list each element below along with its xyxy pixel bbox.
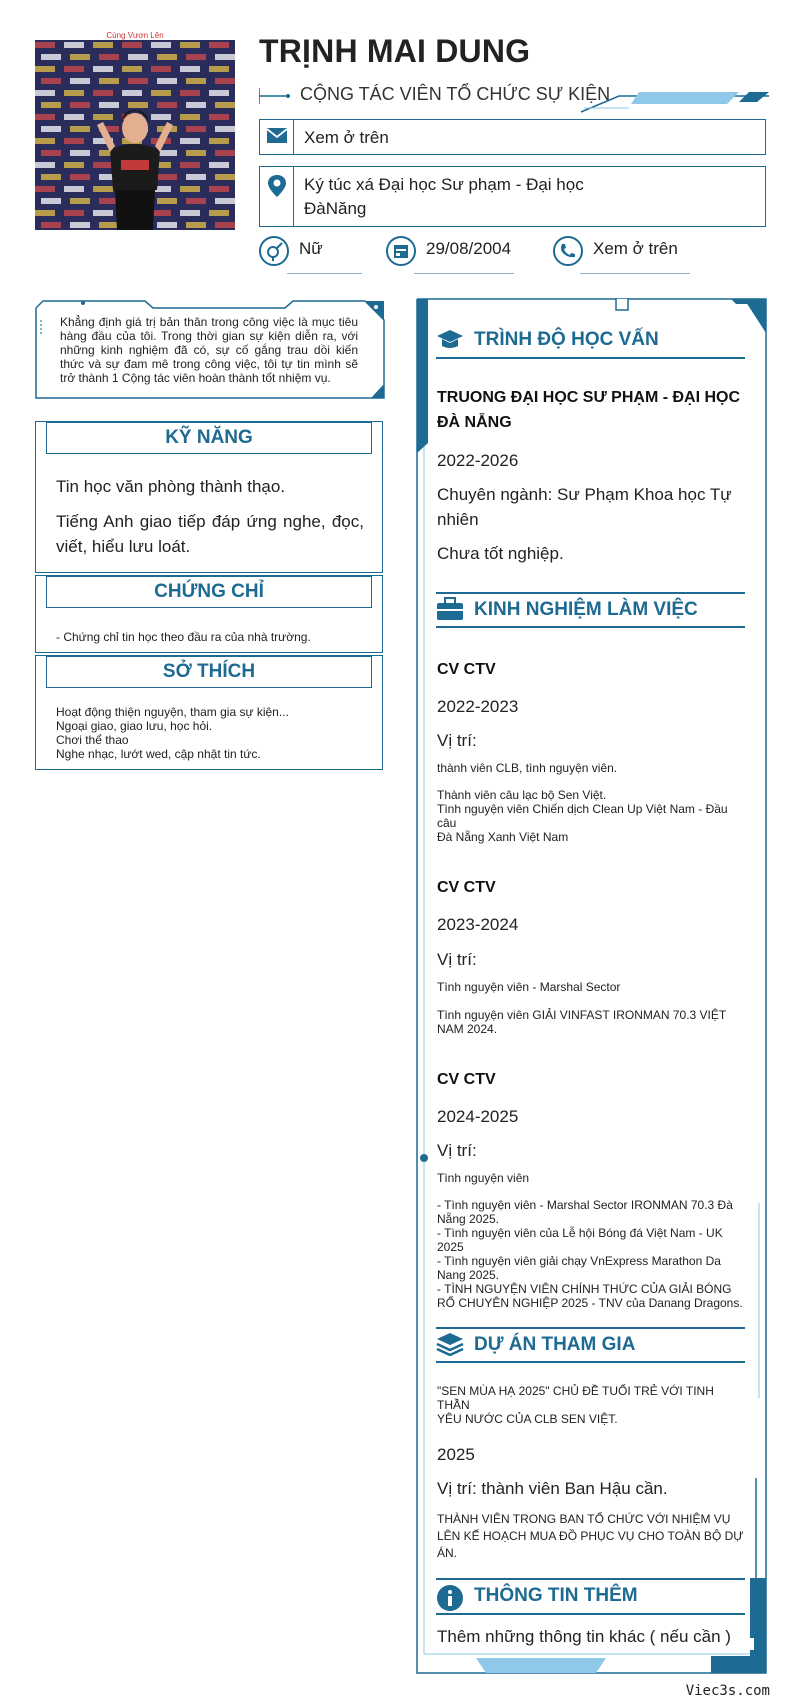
email-box xyxy=(259,119,766,155)
experience-years: 2023-2024 xyxy=(437,915,519,934)
hobby-item: Nghe nhạc, lướt wed, cập nhật tin tức. xyxy=(56,747,261,761)
projects-top-rule xyxy=(436,1327,745,1329)
briefcase-icon xyxy=(436,597,464,621)
experience-years: 2024-2025 xyxy=(437,1107,519,1126)
calendar-icon xyxy=(385,235,417,267)
experience-company: CV CTV xyxy=(437,879,496,896)
hobbies-panel xyxy=(35,655,383,770)
gender-text: Nữ xyxy=(299,239,323,258)
info-icon xyxy=(436,1584,464,1612)
gender-underline xyxy=(287,273,362,274)
skill-item: Tiếng Anh giao tiếp đáp ứng nghe, đọc, viết, hiểu lưu loát. xyxy=(56,512,364,556)
extra-text: Thêm những thông tin khác ( nếu cần ) xyxy=(437,1627,731,1646)
extra-rule xyxy=(436,1613,745,1615)
hobby-item: Chơi thể thao xyxy=(56,733,129,747)
profile-photo-image xyxy=(35,30,235,230)
experience-description: Thành viên câu lạc bộ Sen Việt. Tình nguyện viên Chiến dịch Clean Up Việt Nam - Đầu câu Đà Nẵng Xanh Việt Nam xyxy=(437,788,728,844)
education-status: Chưa tốt nghiệp. xyxy=(437,544,564,563)
address-box xyxy=(259,166,766,227)
experience-top-rule xyxy=(436,592,745,594)
email-text: Xem ở trên xyxy=(304,128,389,147)
education-school: TRUONG ĐẠI HỌC SƯ PHẠM - ĐẠI HỌC ĐÀ NẴNG xyxy=(437,389,741,431)
objective-text: Khẳng định giá trị bản thân trong công việc là mục tiêu hàng đầu của tôi. Trong thời gian sự kiện diễn ra, với những kinh nghiệm đã có, sự cố gắng trau dồi kiến thức và sự đam mê trong công việc, tôi tự tin mình sẽ trở thành 1 Cộng tác viên hoàn thành tốt nhiệm vụ. xyxy=(60,315,358,385)
extra-title: THÔNG TIN THÊM xyxy=(474,1585,638,1606)
projects-title: DỰ ÁN THAM GIA xyxy=(474,1334,636,1355)
education-rule xyxy=(436,357,745,359)
project-description: THÀNH VIÊN TRONG BAN TỔ CHỨC VỚI NHIỆM VỤ LÊN KẾ HOẠCH MUA ĐỒ PHỤC VỤ CHO TOÀN BỘ DỰ ÁN. xyxy=(437,1512,744,1560)
layers-icon xyxy=(436,1332,464,1356)
phone-text: Xem ở trên xyxy=(593,239,678,258)
hobbies-title: SỞ THÍCH xyxy=(46,656,372,688)
graduation-cap-icon xyxy=(436,328,464,352)
education-years: 2022-2026 xyxy=(437,451,519,470)
experience-role: Vị trí: xyxy=(437,950,477,969)
birthday-text: 29/08/2004 xyxy=(426,239,512,258)
skills-list xyxy=(56,474,364,559)
location-icon xyxy=(260,167,294,226)
candidate-position: CỘNG TÁC VIÊN TỔ CHỨC SỰ KIỆN xyxy=(300,84,611,104)
experience-company: CV CTV xyxy=(437,661,496,678)
footer-watermark: Viec3s.com xyxy=(685,1683,770,1699)
candidate-name: TRỊNH MAI DUNG xyxy=(259,33,531,69)
experience-description: Tình nguyện viên GIẢI VINFAST IRONMAN 70.3 VIỆT NAM 2024. xyxy=(437,1008,727,1036)
hobbies-list xyxy=(56,705,289,761)
certificates-panel xyxy=(35,575,383,653)
experience-description: - Tình nguyện viên - Marshal Sector IRONMAN 70.3 Đà Nẵng 2025. - Tình nguyện viên của Lễ hội Bóng đá Việt Nam - UK 2025 - Tình nguyện viên giải chạy VnExpress Marathon Da Nang 2025. - TÌNH NGUYỆN VIÊN CHÍNH THỨC CỦA GIẢI BÓNG RỔ CHUYÊN NGHIỆP 2025 - TNV của Danang Dragons. xyxy=(437,1198,743,1310)
experience-rule xyxy=(436,626,745,628)
skills-panel xyxy=(35,421,383,573)
projects-rule xyxy=(436,1361,745,1363)
email-icon xyxy=(260,120,294,154)
experience-company: CV CTV xyxy=(437,1071,496,1088)
skill-item: Tin học văn phòng thành thạo. xyxy=(56,477,286,496)
project-year: 2025 xyxy=(437,1445,475,1464)
birthday-underline xyxy=(414,273,514,274)
experience-role-detail: Tình nguyện viên - Marshal Sector xyxy=(437,980,621,994)
profile-photo xyxy=(35,30,235,230)
phone-icon xyxy=(552,235,584,267)
project-name: "SEN MÙA HẠ 2025" CHỦ ĐỀ TUỔI TRẺ VỚI TINH THẦN YÊU NƯỚC CỦA CLB SEN VIỆT. xyxy=(437,1384,714,1426)
experience-role-detail: Tình nguyện viên xyxy=(437,1171,530,1185)
phone-underline xyxy=(580,273,690,274)
hobby-item: Hoạt động thiện nguyện, tham gia sự kiện... xyxy=(56,705,289,719)
experience-years: 2022-2023 xyxy=(437,697,519,716)
education-title: TRÌNH ĐỘ HỌC VẤN xyxy=(474,329,659,350)
certificate-item: - Chứng chỉ tin học theo đầu ra của nhà trường. xyxy=(56,630,311,644)
extra-top-rule xyxy=(436,1578,745,1580)
skills-title: KỸ NĂNG xyxy=(46,422,372,454)
photo-caption: Cùng Vươn Lên xyxy=(106,31,164,40)
hobby-item: Ngoại giao, giao lưu, học hỏi. xyxy=(56,719,213,733)
certificates-title: CHỨNG CHỈ xyxy=(46,576,372,608)
gender-icon xyxy=(258,235,290,267)
experience-role: Vị trí: xyxy=(437,1141,477,1160)
experience-role-detail: thành viên CLB, tình nguyện viên. xyxy=(437,761,618,775)
address-text: Ký túc xá Đại học Sư phạm - Đại học ĐàNăng xyxy=(304,175,584,218)
experience-title: KINH NGHIỆM LÀM VIỆC xyxy=(474,599,698,620)
education-major: Chuyên ngành: Sư Phạm Khoa học Tự nhiên xyxy=(437,485,732,529)
experience-role: Vị trí: xyxy=(437,731,477,750)
project-role: Vị trí: thành viên Ban Hậu cần. xyxy=(437,1479,668,1498)
